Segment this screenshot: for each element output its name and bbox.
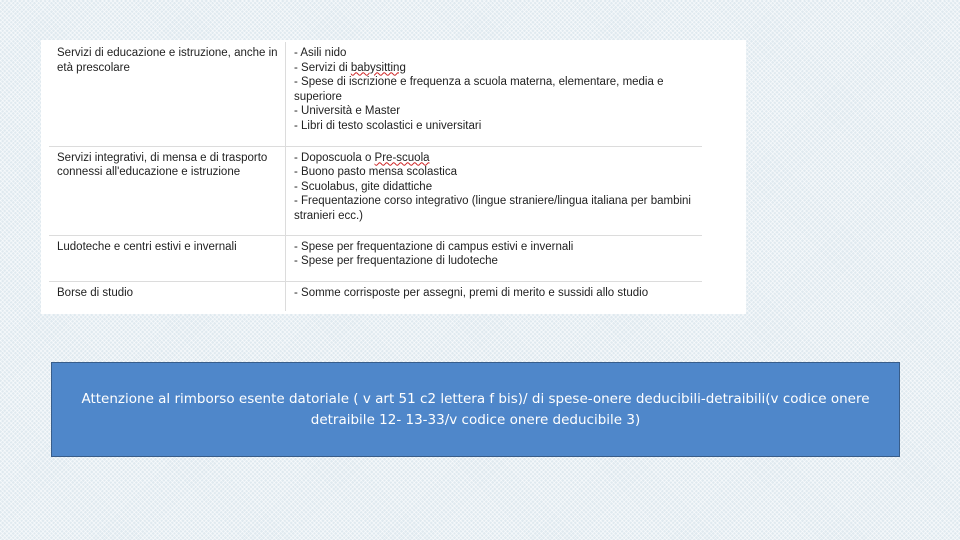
list-item-prefix: - Spese per frequentazione di campus estivi e invernali bbox=[294, 240, 574, 253]
attention-note-box bbox=[51, 362, 900, 457]
services-table-image bbox=[41, 40, 746, 314]
services-table bbox=[49, 42, 702, 311]
table-row bbox=[49, 146, 702, 235]
items-cell bbox=[286, 146, 703, 235]
list-item bbox=[294, 119, 696, 134]
list-item bbox=[294, 194, 696, 223]
list-item-prefix: - Somme corrisposte per assegni, premi di merito e sussidi allo studio bbox=[294, 286, 649, 299]
services-table-body bbox=[49, 42, 702, 311]
items-cell bbox=[286, 235, 703, 281]
list-item-prefix: - Frequentazione corso integrativo (lingue straniere/lingua italiana per bambini stranieri ecc.) bbox=[294, 195, 691, 222]
items-cell bbox=[286, 281, 703, 311]
list-item-prefix: - Asili nido bbox=[294, 47, 347, 59]
items-cell bbox=[286, 42, 703, 146]
table-row bbox=[49, 281, 702, 311]
category-cell: Servizi integrativi, di mensa e di trasporto connessi all'educazione e istruzione bbox=[49, 146, 286, 235]
list-item-prefix: - Libri di testo scolastici e universitari bbox=[294, 119, 482, 132]
list-item-prefix: - Spese di iscrizione e frequenza a scuola materna, elementare, media e superiore bbox=[294, 76, 664, 103]
category-cell: Borse di studio bbox=[49, 281, 286, 311]
list-item bbox=[294, 104, 696, 119]
list-item bbox=[294, 151, 696, 166]
list-item bbox=[294, 254, 696, 269]
list-item bbox=[294, 240, 696, 255]
list-item-prefix: - Spese per frequentazione di ludoteche bbox=[294, 255, 498, 267]
list-item bbox=[294, 286, 696, 301]
list-item-spell: Pre-scuola bbox=[374, 151, 430, 164]
category-cell: Ludoteche e centri estivi e invernali bbox=[49, 235, 286, 281]
list-item bbox=[294, 61, 696, 76]
list-item-prefix: - Doposcuola o bbox=[294, 151, 375, 164]
table-row bbox=[49, 42, 702, 146]
list-item-prefix: - Servizi di bbox=[294, 61, 351, 74]
list-item-prefix: - Università e Master bbox=[294, 105, 401, 117]
attention-note-text: Attenzione al rimborso esente datoriale ( v art 51 c2 lettera f bis)/ di spese-onere deducibili-detraibili(v codice onere detraibile 12- 13-33/v codice onere deducibile 3) bbox=[81, 390, 870, 428]
list-item-prefix: - Scuolabus, gite didattiche bbox=[294, 180, 433, 193]
list-item bbox=[294, 180, 696, 195]
list-item bbox=[294, 75, 696, 104]
list-item-prefix: - Buono pasto mensa scolastica bbox=[294, 166, 458, 178]
list-item bbox=[294, 46, 696, 61]
list-item bbox=[294, 165, 696, 180]
category-cell: Servizi di educazione e istruzione, anche in età prescolare bbox=[49, 42, 286, 146]
list-item-spell: babysitting bbox=[350, 61, 406, 74]
table-row bbox=[49, 235, 702, 281]
